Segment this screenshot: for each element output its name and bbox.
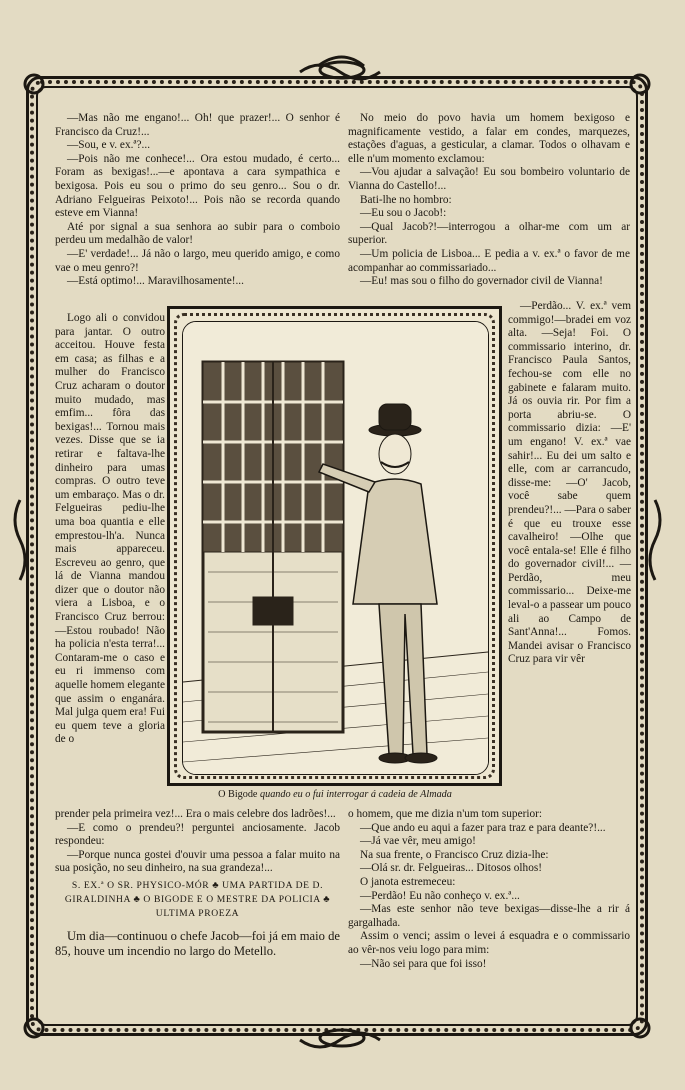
paragraph: Bati-lhe no hombro: <box>360 193 452 206</box>
paragraph: prender pela primeira vez!... Era o mais celebre dos ladrões!... <box>55 808 336 820</box>
illustration-frame <box>167 306 502 786</box>
paragraph: Logo ali o convidou para jantar. O outro acceitou. Houve festa em casa; as filhas e a mulher do Francisco Cruz acharam o doutor muito mudado, mas emfim... fôra das bexigas!... Tornou mais vezes. Disse que se ia retirar e faltava-lhe dinheiro para umas compras. O outro teve um embaraço. Mas o dr. Felgueiras pediu-lhe uma boa quantia e elle emprestou-lh'a. Nunca mais appareceu. Escreveu ao genro, que lá de Vianna mandou dizer que o doutor não viera a Lisboa, e o Francisco Cruz berrou: —Estou roubado! Não ha policia n'esta terra!... Contaram-me o caso e eu ri immenso com aquelle homem elegante que assim o enganára. Mal julga quem era! Fui eu quem teve a gloria de o <box>55 312 165 746</box>
right-column-top <box>348 112 630 289</box>
illustration-caption <box>160 789 510 800</box>
paragraph: Um dia—continuou o chefe Jacob—foi já em maio de 85, houve um incendio no largo do Metello. <box>55 928 340 958</box>
paragraph: —Está optimo!... Maravilhosamente!... <box>67 275 244 288</box>
paragraph: —Qual Jacob?!—interrogou a olhar-me com um ar superior. <box>348 220 630 247</box>
paragraph: —Eu sou o Jacob!: <box>360 207 447 220</box>
paragraph: No meio do povo havia um homem bexigoso e magnificamente vestido, a falar em condes, marquezes, estações d'aguas, a gesticular, a clamar. Todos o olhavam e elle n'um momento exclamou: <box>348 112 630 165</box>
paragraph: Até por signal a sua senhora ao subir para o comboio perdeu um medalhão de valor! <box>55 220 340 247</box>
paragraph: —Não sei para que foi isso! <box>360 957 487 970</box>
jail-door-drawing <box>183 322 488 774</box>
paragraph: —Porque nunca gostei d'ouvir uma pessoa a falar muito na sua posição, no seu dinheiro, na sua grandeza!... <box>55 848 340 875</box>
chapter-summary: S. EX.ª O SR. PHYSICO-MÓR ♣ UMA PARTIDA DE D. GIRALDINHA ♣ O BIGODE E O MESTRE DA POLICIA ♣ ULTIMA PROEZA <box>64 879 331 919</box>
paragraph: —E' verdade!... Já não o largo, meu querido amigo, e como vae o meu genro?! <box>55 247 340 274</box>
paragraph: o homem, que me dizia n'um tom superior: <box>348 808 543 820</box>
caption-lead: O Bigode <box>218 789 258 800</box>
paragraph: —Já vae vêr, meu amigo! <box>360 835 476 848</box>
paragraph: —Que ando eu aqui a fazer para traz e para deante?!... <box>360 821 606 834</box>
left-wrap-column <box>55 312 165 747</box>
right-wrap-column <box>508 300 631 667</box>
paragraph: O janota estremeceu: <box>360 875 456 888</box>
illustration-jail-scene <box>182 321 489 775</box>
paragraph: —E como o prendeu?! perguntei anciosamente. Jacob respondeu: <box>55 821 340 848</box>
paragraph: —Mas este senhor não teve bexigas—disse-lhe a rir á gargalhada. <box>348 903 630 929</box>
paragraph: Assim o venci; assim o levei á esquadra e o commissario ao vêr-nos veiu logo para mim: <box>348 930 630 956</box>
paragraph: —Um policia de Lisboa... E pedia a v. ex.ª o favor de me acompanhar ao commissariado... <box>348 247 630 274</box>
paragraph: —Mas não me engano!... Oh! que prazer!... O senhor é Francisco da Cruz!... <box>55 112 340 138</box>
paragraph: —Pois não me conhece!... Ora estou mudado, é certo... Foram as bexigas!...—e apontava a cara sympathica e bexigosa. Pois eu sou o primo do seu genro... Sou o dr. Adriano Felgueiras Peixoto!... Pois não se recorda quando esteve em Vianna! <box>55 152 340 220</box>
paragraph: —Vou ajudar a salvação! Eu sou bombeiro voluntario de Vianna do Castello!... <box>348 166 630 192</box>
caption-rest: quando eu o fui interrogar á cadeia de Almada <box>260 789 452 800</box>
left-column-bottom <box>55 808 340 959</box>
paragraph: —Perdão! Eu não conheço v. ex.ª... <box>360 889 520 902</box>
paragraph: —Eu! mas sou o filho do governador civil de Vianna! <box>360 275 603 288</box>
paragraph: Na sua frente, o Francisco Cruz dizia-lhe: <box>360 848 549 861</box>
left-column-top <box>55 112 340 289</box>
paragraph: —Perdão... V. ex.ª vem commigo!—bradei em voz alta. —Seja! Foi. O commissario interino, dr. Francisco Paula Santos, fechou-se com elle no gabinete e falaram muito. Já os ouvia rir. Por fim a porta abriu-se. O commissario dizia: —E' um engano! V. ex.ª vae sahir!... Eu dei um salto e elle, com ar carrancudo, disse-me: —O' Jacob, você sabe quem prendeu?!... —Para o saber é que eu trouxe esse cavalheiro! —Olhe que você entala-se! Elle é filho do governador civil!... —Perdão, meu commissario... Deixe-me leval-o a passear um pouco ali ao Campo de Sant'Anna!... Fomos. Mandei avisar o Francisco Cruz para vir vêr <box>508 300 631 666</box>
paragraph: —Sou, e v. ex.ª?... <box>67 139 151 152</box>
paragraph: —Olá sr. dr. Felgueiras... Ditosos olhos! <box>360 862 542 875</box>
right-column-bottom <box>348 808 630 971</box>
